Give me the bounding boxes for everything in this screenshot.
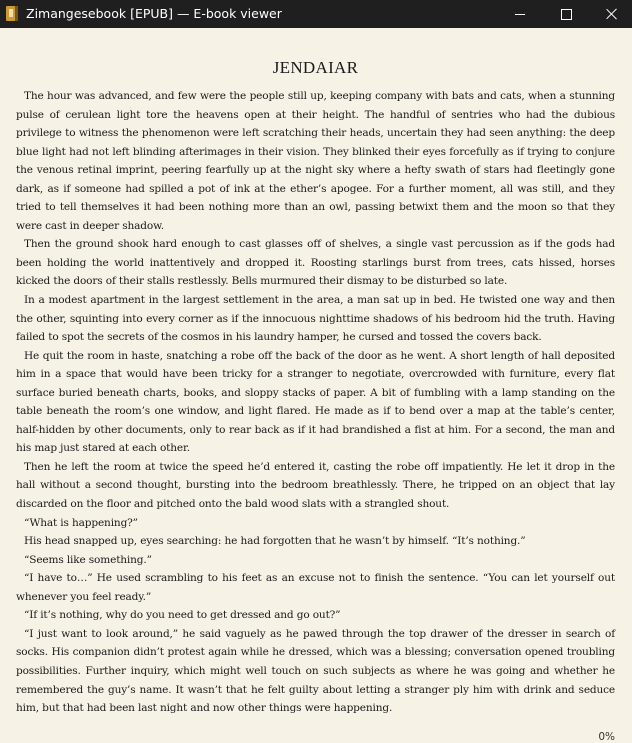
paragraph: In a modest apartment in the largest settlement in the area, a man sat up in bed. He twisted one way and then the other, squinting into every corner as if the innocuous nighttime shadows of his bedroom hid the truth. Having failed to spot the secrets of the cosmos in his laundry hamper, he cursed and tossed the covers back. <box>16 294 615 344</box>
paragraph: “I have to…” He used scrambling to his feet as an excuse not to finish the sentence. “You can let yourself out whenever you feel ready.” <box>16 572 615 603</box>
close-button[interactable] <box>589 0 632 28</box>
paragraph: “What is happening?” <box>24 516 138 529</box>
paragraph: He quit the room in haste, snatching a robe off the back of the door as he went. A short length of hall deposited him in a space that would have been tricky for a stranger to negotiate, overcrowded with furniture, every flat surface buried beneath charts, books, and sloppy stacks of paper. A bit of fumbling with a lamp standing on the table beneath the room’s one window, and light flared. He made as if to bend over a map at the table’s center, half-hidden by other documents, only to rear back as if it had brandished a fist at him. For a second, the man and his map just stared at each other. <box>16 349 615 455</box>
maximize-button[interactable] <box>543 0 589 28</box>
minimize-button[interactable] <box>497 0 543 28</box>
chapter-title: JENDAIAR <box>272 58 359 77</box>
chapter-text <box>16 87 615 718</box>
close-icon <box>606 8 618 20</box>
book-page[interactable] <box>16 58 615 718</box>
paragraph: The hour was advanced, and few were the people still up, keeping company with bats and cats, when a stunning pulse of cerulean light tore the heavens open at their height. The handful of sentries who had the dubious privilege to witness the phenomenon were left scratching their heads, uncertain they had seen anything: the deep blue light had not left blinding afterimages in their vision. They blinked their eyes forcefully as if trying to conjure the venous retinal imprint, peering fearfully up at the night sky where a hefty swath of stars had fleetingly gone dark, as if someone had spilled a pot of ink at the ether’s apogee. For a further moment, all was still, and they tried to tell themselves it had been nothing more than an owl, passing betwixt them and the moon so that they were cast in deeper shadow. <box>16 90 615 232</box>
paragraph: “If it’s nothing, why do you need to get dressed and go out?” <box>24 609 341 622</box>
maximize-icon <box>561 9 572 20</box>
reading-progress: 0% <box>598 731 615 743</box>
minimize-icon <box>515 14 525 15</box>
paragraph: Then he left the room at twice the speed he’d entered it, casting the robe off impatiently. He let it drop in the hall without a second thought, bursting into the bedroom breathlessly. There, he tripped on an object that lay discarded on the floor and pitched onto the bald wood slats with a strangled shout. <box>16 460 615 511</box>
book-icon <box>6 6 18 21</box>
paragraph: His head snapped up, eyes searching: he had forgotten that he wasn’t by himself. “It’s nothing.” <box>24 535 526 548</box>
paragraph: Then the ground shook hard enough to cast glasses off of shelves, a single vast percussion as if the gods had been holding the world inattentively and dropped it. Roosting starlings burst from trees, cats hissed, horses kicked the doors of their stalls restlessly. Bells murmured their dismay to be disturbed so late. <box>16 238 615 288</box>
paragraph: “Seems like something.” <box>24 553 152 566</box>
window-title: Zimangesebook [EPUB] — E-book viewer <box>26 6 282 21</box>
title-bar[interactable] <box>0 0 632 28</box>
paragraph: “I just want to look around,” he said vaguely as he pawed through the top drawer of the dresser in search of socks. His companion didn’t protest again while he dressed, which was a blessing; conversation opened troubling possibilities. Further inquiry, which might well touch on such subjects as where he was going and whether he remembered the guy’s name. It wasn’t that he felt guilty about letting a stranger ply him with drink and seduce him, but that had been last night and now other things were happening. <box>16 627 615 715</box>
